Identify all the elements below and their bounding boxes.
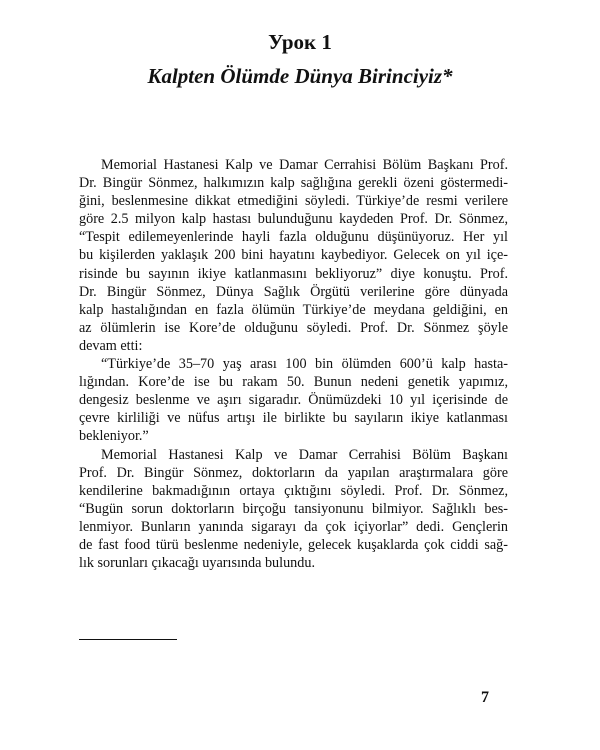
text-line: bu kişilerden yaklaşık 200 bini hayatını kaybediyor. Gelecek on yıl içe- — [79, 247, 508, 264]
text-line: de fast food türü beslenme nedeniyle, gelecek kuşaklarda çok ciddi sağ- — [79, 536, 508, 553]
text-line: lığından. Kore’de ise bu rakam 50. Bunun nedeni genetik yapımız, — [79, 374, 508, 391]
paragraph — [79, 355, 508, 445]
text-line: “Türkiye’de 35–70 yaş arası 100 bin ölümden 600’ü kalp hasta- — [101, 356, 508, 373]
text-line: “Bugün sorun doktorların birçoğu tansiyonunu bilmiyor. Sağlıklı bes- — [79, 500, 508, 517]
article-title: Kalpten Ölümde Dünya Birinciyiz* — [147, 64, 453, 88]
text-line: Memorial Hastanesi Kalp ve Damar Cerrahisi Bölüm Başkanı — [101, 446, 508, 463]
article-body — [79, 156, 508, 572]
text-line: kendilerine bakmadığının ortaya çıktığını söyledi. Prof. Dr. Sönmez, — [79, 482, 508, 499]
text-line: risinde bu sayının ikiye katlanmasını bekliyoruz” diye konuştu. Prof. — [79, 265, 508, 282]
text-line: kalp hastalığından en fazla ölümün Türkiye’de meydana geldiğini, en — [79, 301, 508, 318]
footnote-divider — [79, 639, 177, 640]
text-line: çevre kirliliği ve nüfus artışı ile birlikte bu sayıların ikiye katlanması — [79, 410, 508, 427]
text-line: ğini, beslenmesine dikkat etmediğini söyledi. Türkiye’de resmi verilere — [79, 193, 508, 210]
paragraph — [79, 156, 508, 355]
text-line: lenmiyor. Bunların yanında sigarayı da çok içiyorlar” dedi. Gençlerin — [79, 518, 508, 535]
text-line: az ölümlerin ise Kore’de olduğunu söyledi. Prof. Dr. Sönmez şöyle — [79, 319, 508, 336]
page-number: 7 — [481, 689, 489, 706]
text-line: “Tespit edilemeyenlerinde hayli fazla olduğunu düşünüyoruz. Her yıl — [79, 229, 508, 246]
text-line: göre 2.5 milyon kalp hastası bulunduğunu kaydeden Prof. Dr. Sönmez, — [79, 211, 508, 228]
text-line: Memorial Hastanesi Kalp ve Damar Cerrahisi Bölüm Başkanı Prof. — [101, 157, 508, 173]
text-line: Dr. Bingür Sönmez, halkımızın kalp sağlığına gerekli özeni göstermedi- — [79, 175, 508, 192]
text-line: bekleniyor.” — [79, 428, 149, 445]
text-line: dengesiz beslenme ve aşırı sigaradır. Önümüzdeki 10 yıl içerisinde de — [79, 392, 508, 409]
lesson-title: Урок 1 — [268, 30, 332, 54]
paragraph — [79, 446, 508, 573]
text-line: Prof. Dr. Bingür Sönmez, doktorların da yapılan araştırmalara göre — [79, 464, 508, 481]
text-line: Dr. Bingür Sönmez, Dünya Sağlık Örgütü verilerine göre dünyada — [79, 283, 508, 300]
text-line: devam etti: — [79, 337, 143, 354]
text-line: lık sorunları çıkacağı uyarısında bulundu. — [79, 555, 316, 572]
